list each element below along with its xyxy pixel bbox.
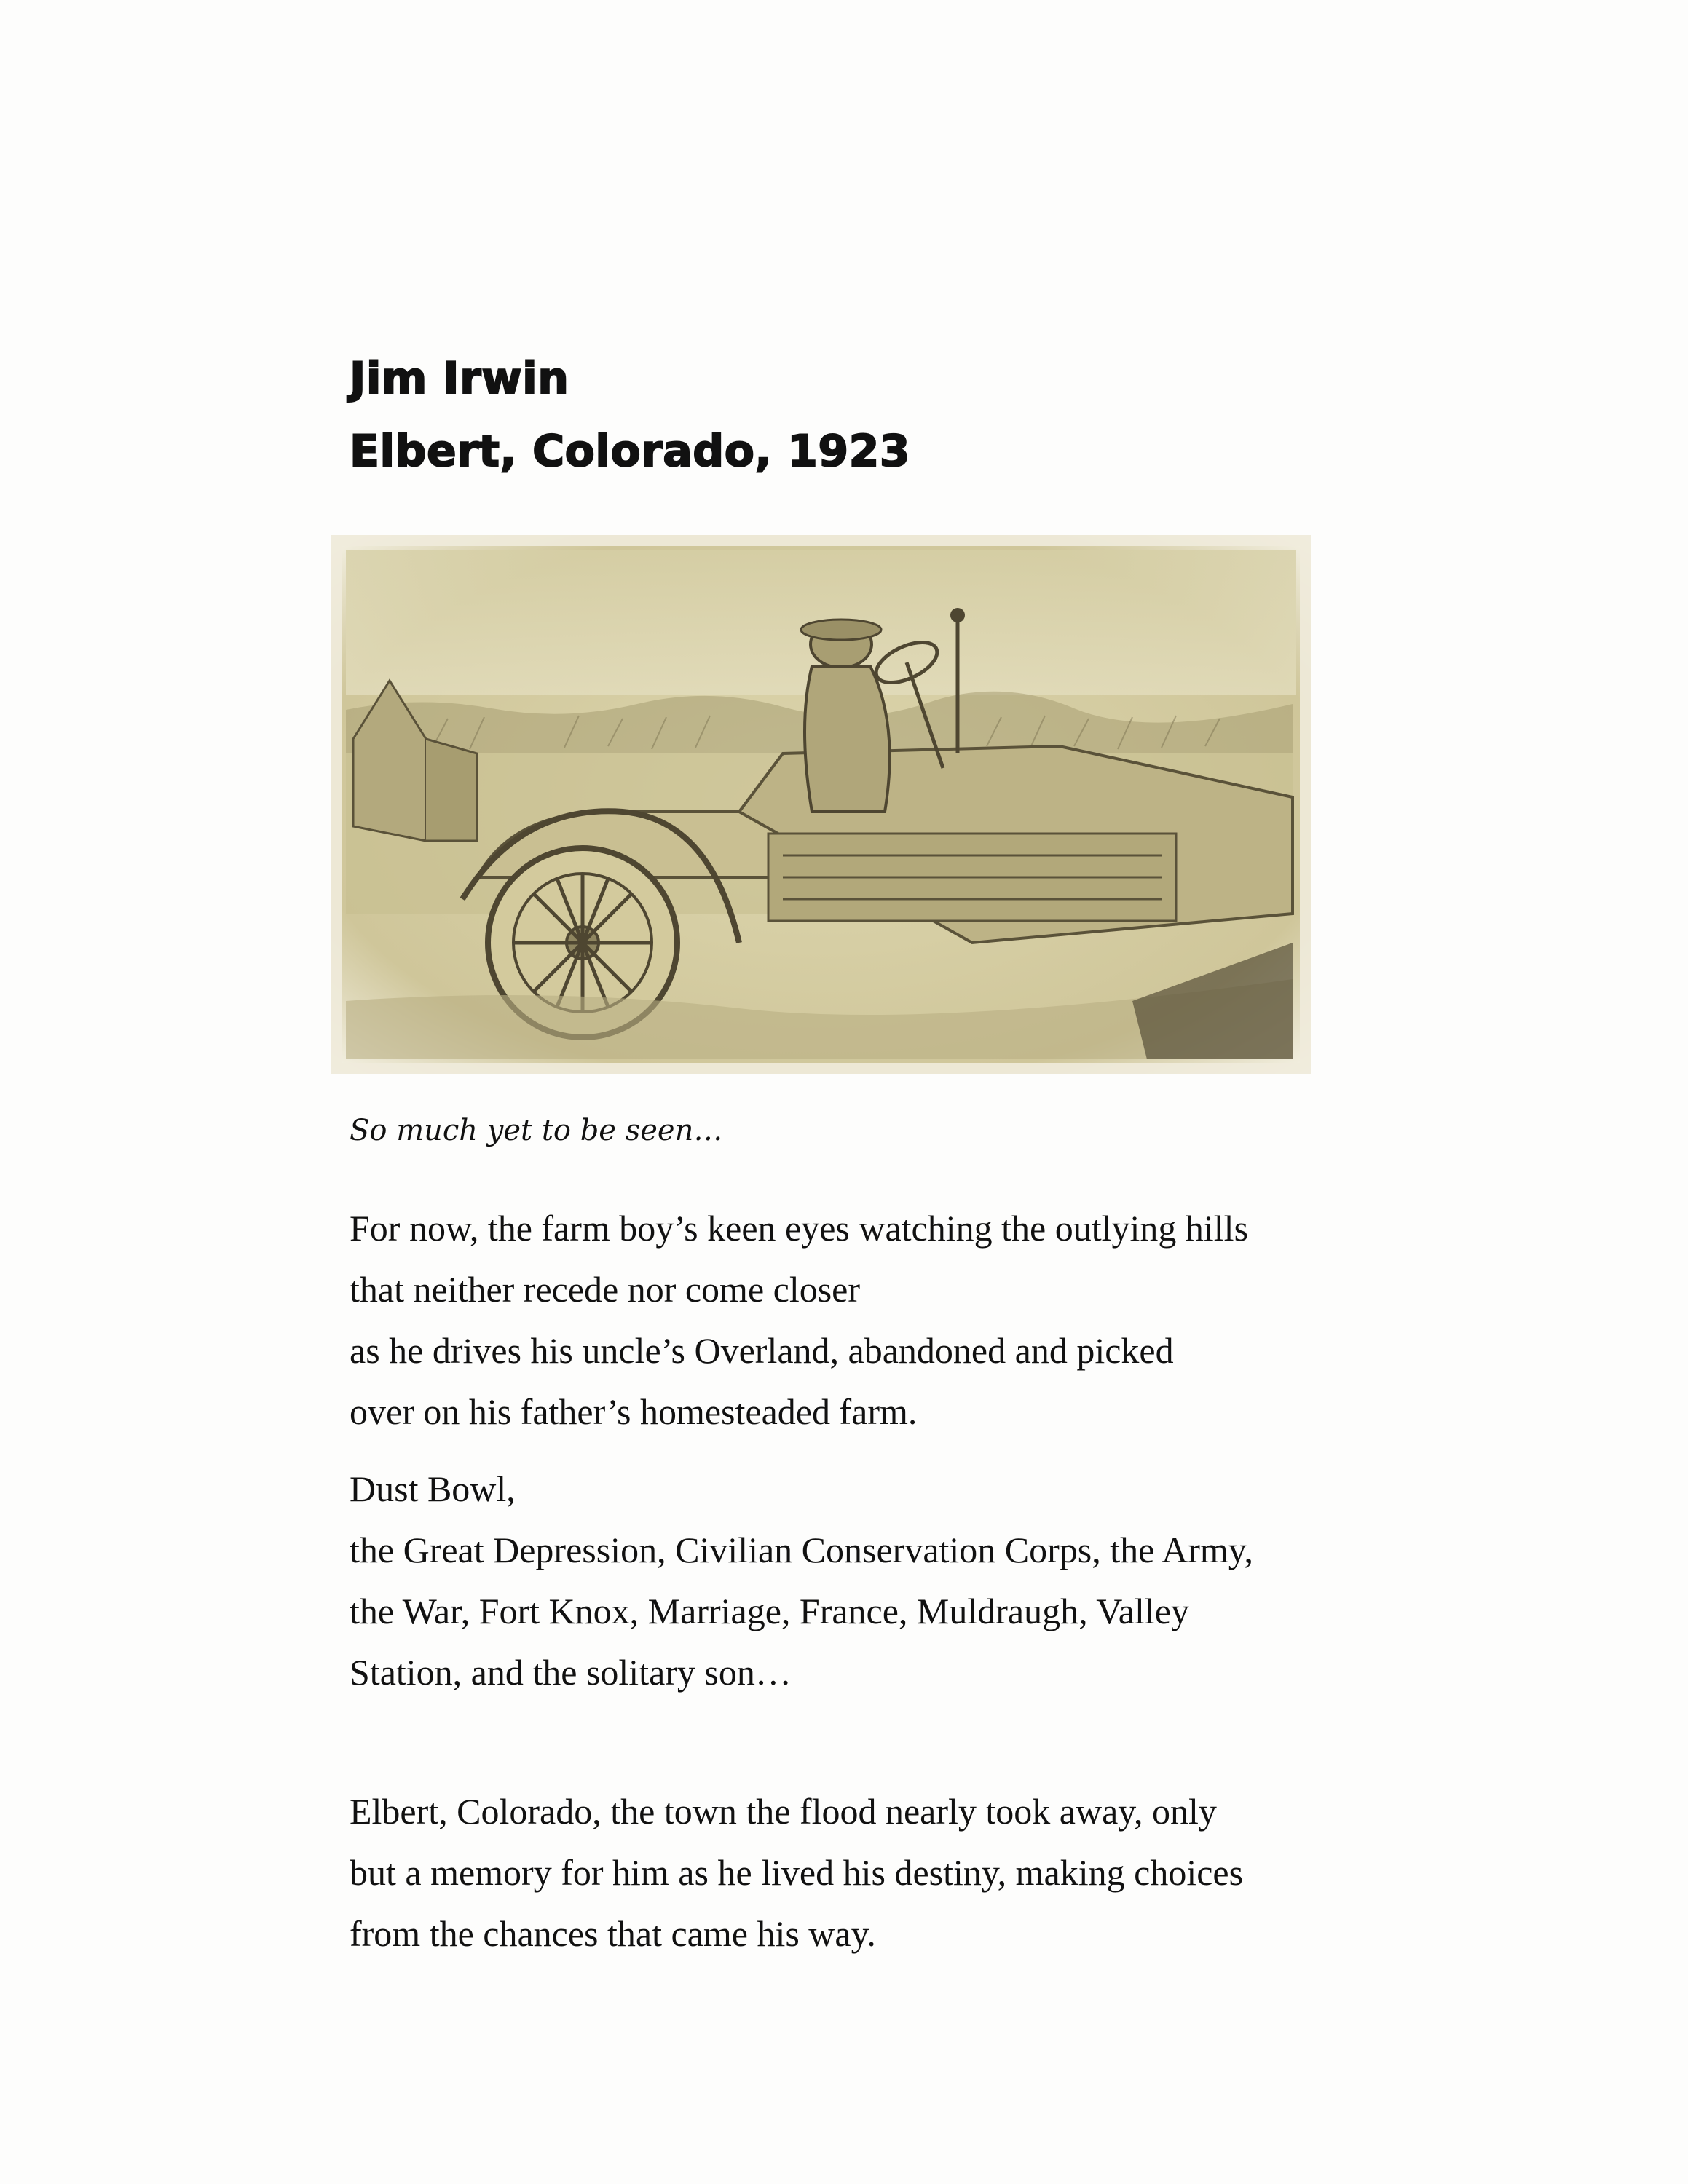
title-block (350, 342, 1369, 488)
person-name: Jim Irwin (350, 353, 569, 404)
place-date: Elbert, Colorado, 1923 (350, 426, 911, 477)
stanza-line: Dust Bowl, (350, 1468, 516, 1509)
stanza-line: the Great Depression, Civilian Conservation Corps, the Army, (350, 1530, 1253, 1570)
epigraph: So much yet to be seen… (350, 1114, 723, 1147)
stanza-line: For now, the farm boy’s keen eyes watching the outlying hills (350, 1208, 1249, 1249)
stanza-line: as he drives his uncle’s Overland, abandoned and picked (350, 1330, 1174, 1371)
stanza-line: Station, and the solitary son… (350, 1652, 792, 1693)
stanza-3 (350, 1781, 1369, 1964)
stanza-line: that neither recede nor come closer (350, 1269, 861, 1310)
pencil-sketch-farm-truck-illustration (331, 535, 1311, 1074)
stanza-line: but a memory for him as he lived his destiny, making choices (350, 1852, 1244, 1893)
sketch-svg (331, 535, 1311, 1074)
stanza-line: Elbert, Colorado, the town the flood nearly took away, only (350, 1791, 1217, 1832)
stanza-1 (350, 1198, 1369, 1442)
stanza-line: over on his father’s homesteaded farm. (350, 1391, 918, 1432)
stanza-2 (350, 1458, 1369, 1703)
stanza-line: the War, Fort Knox, Marriage, France, Muldraugh, Valley (350, 1591, 1189, 1631)
stanza-line: from the chances that came his way. (350, 1913, 876, 1954)
